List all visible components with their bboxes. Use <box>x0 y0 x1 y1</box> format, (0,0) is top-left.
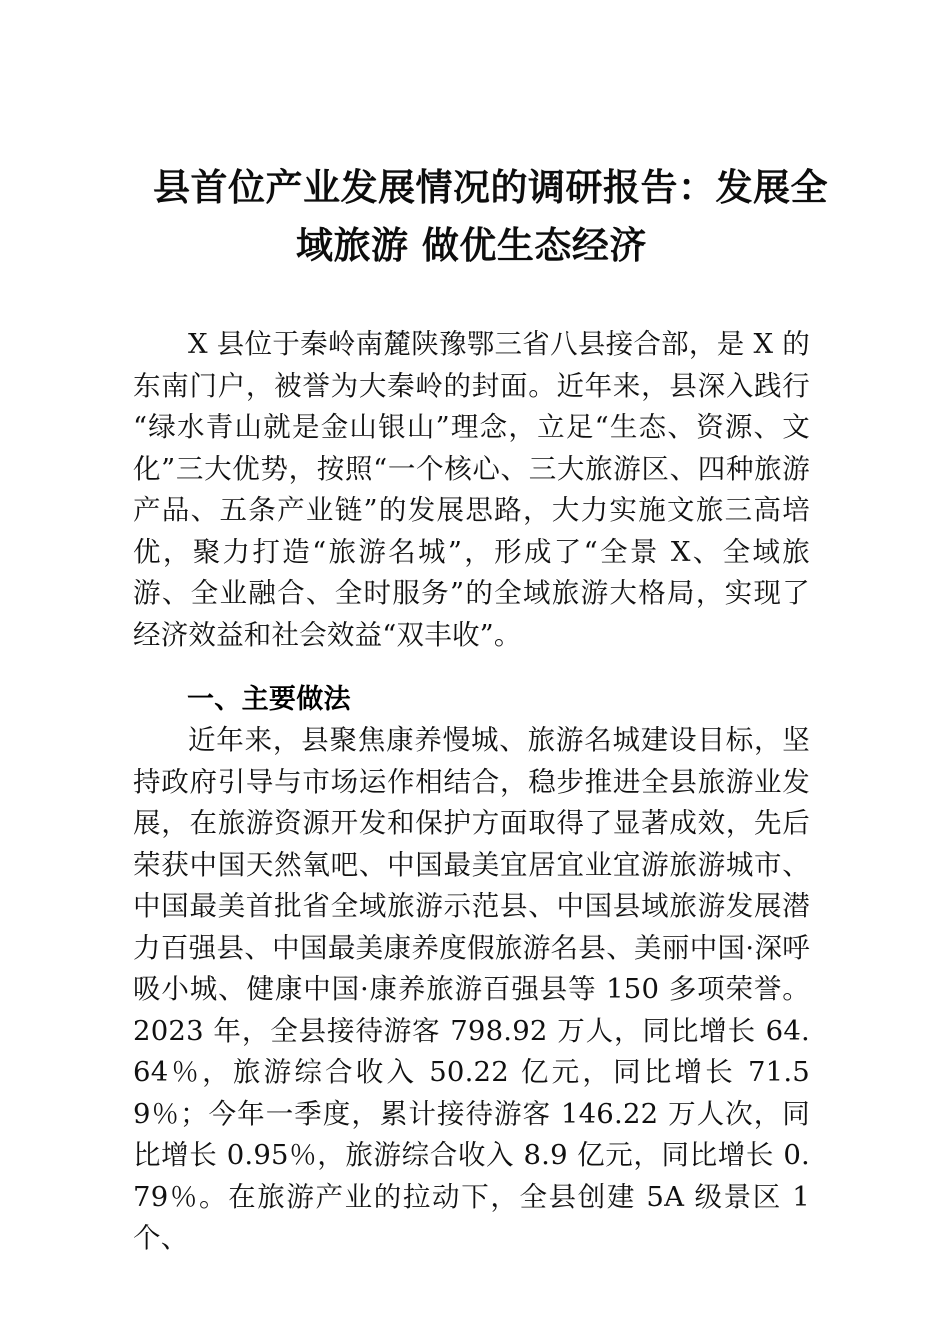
page-title <box>133 158 828 274</box>
title-line-2: 域旅游 做优生态经济 <box>296 223 647 267</box>
title-line-1: 县首位产业发展情况的调研报告：发展全 <box>153 165 828 209</box>
document-title-block <box>133 158 828 274</box>
section-heading-main-practices: 一、主要做法 <box>187 684 351 715</box>
body-paragraph-intro: X 县位于秦岭南麓陕豫鄂三省八县接合部，是 X 的东南门户，被誉为大秦岭的封面。近年来，县深入践行“绿水青山就是金山银山”理念，立足“生态、资源、文化”三大优势，按照“一个核心、三大旅游区、四种旅游产品、五条产业链”的发展思路，大力实施文旅三高培优，聚力打造“旅游名城”，形成了“全景 X、全域旅游、全业融合、全时服务”的全域旅游大格局，实现了经济效益和社会效益“双丰收”。 <box>133 328 810 651</box>
body-paragraph-achievements: 近年来，县聚焦康养慢城、旅游名城建设目标，坚持政府引导与市场运作相结合，稳步推进全县旅游业发展，在旅游资源开发和保护方面取得了显著成效，先后荣获中国天然氧吧、中国最美宜居宜业宜游旅游城市、中国最美首批省全域旅游示范县、中国县域旅游发展潜力百强县、中国最美康养度假旅游名县、美丽中国·深呼吸小城、健康中国·康养旅游百强县等 150 多项荣誉。2023 年，全县接待游客 798.92 万人，同比增长 64.64％，旅游综合收入 50.22 亿元，同比增长 71.59％；今年一季度，累计接待游客 146.22 万人次，同比增长 0.95％，旅游综合收入 8.9 亿元，同比增长 0.79％。在旅游产业的拉动下，全县创建 5A 级景区 1 个、 <box>133 724 810 1254</box>
